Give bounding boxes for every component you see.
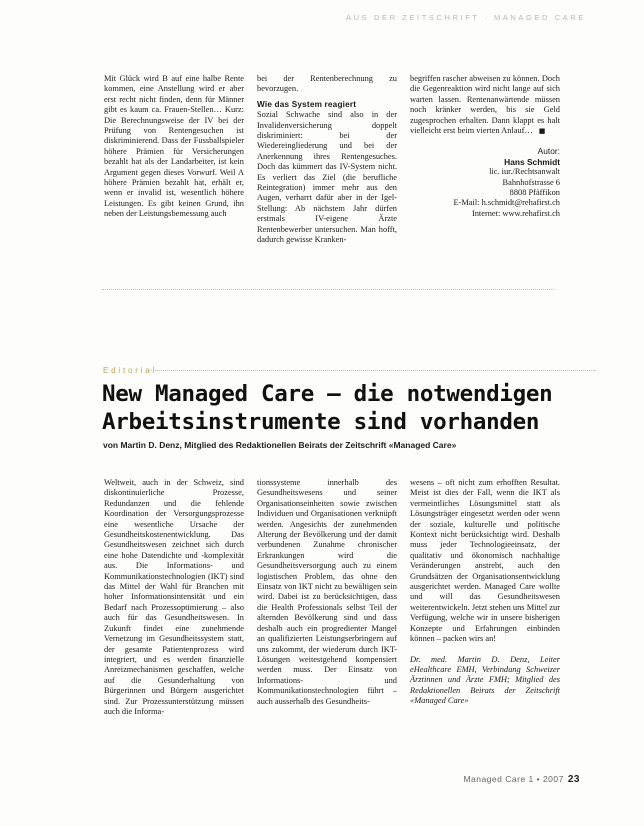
- feature-signature: Dr. med. Martin D. Denz, Leiter eHealthcare EMH, Verbindung Schweizer Ärztinnen und Ärzte FMH; Mitglied des Redaktionellen Beirats der Zeitschrift «Managed Care»: [410, 654, 560, 706]
- author-name: Hans Schmidt: [504, 156, 560, 167]
- author-line: 8808 Pfäffikon: [509, 188, 560, 198]
- section-kicker: Editorial: [103, 366, 158, 375]
- feature-col2-text: tionssysteme innerhalb des Gesundheitswesens und seiner Organisationseinheiten sowie zwischen Individuen und Organisationen verknüpft werden. Angesichts der zunehmenden Alterung der Bevölkerung und der damit verbundenen Zunahme chronischer Erkrankungen wird die Gesundheitsversorgung auch zu einem logistischen Problem, das ohne den Einsatz von IKT nicht zu bewältigen sein wird. Dabei ist zu berücksichtigen, dass die Health Professionals selbst Teil der alternden Bevölkerung sind und dass deshalb auch ein progredienter Mangel an qualifizierten Leistungserbringern auf uns zukommt, der wiederum durch IKT-Lösungen weitestgehend kompensiert werden muss. Der Einsatz von Informations- und Kommunikationstechnologien führt – auch ausserhalb des Gesundheits-: [257, 478, 397, 706]
- section-divider: [102, 289, 554, 290]
- feature-col1-text: Weltweit, auch in der Schweiz, sind diskontinuierliche Prozesse, Redundanzen und die fehlende Koordination der Versorgungsprozesse eine wesentliche Ursache der Gesundheitskostenentwicklung. Das Gesundheitswesen zeichnet sich durch eine hohe Datendichte und -komplexität aus. Die Informations- und Kommunikationstechnologien (IKT) sind das Mittel der Wahl für Branchen mit hoher Informationsintensität und ein Bedarf nach Prozessoptimierung – also auch für das Gesundheitswesen. In Zukunft findet eine zunehmende Vernetzung im Gesundheitssystem statt, der gesamte Patientenprozess wird integriert, und es werden finanzielle Anreizmechanismen geschaffen, welche auf die Gesunderhaltung von Bürgerinnen und Bürgern ausgerichtet sind. Zur Prozessunterstützung müssen auch die Informa-: [104, 478, 244, 716]
- page-footer: [463, 774, 580, 785]
- running-head: AUS DER ZEITSCHRIFT · MANAGED CARE: [346, 13, 586, 22]
- article-title: [102, 380, 602, 436]
- upper-article-col3-text: begriffen rascher abweisen zu können. Doch die Gegenreaktion wird nicht lange auf sich warten lassen. Rentenanwärtende müssen noch kränker werden, bis sie Geld zugesprochen erhalten. Dann klappt es halt vielleicht erst beim vierten Anlauf…: [410, 74, 560, 136]
- upper-article-column-2: [257, 74, 397, 246]
- author-email[interactable]: E-Mail: h.schmidt@rehafirst.ch: [453, 198, 560, 208]
- feature-col3-text: wesens – oft nicht zum erhofften Resultat. Meist ist dies der Fall, wenn die IKT als vermeintliches Lösungsmittel statt als Lösungsträger eingesetzt werden oder wenn der soziale, kulturelle und politische Kontext nicht berücksichtigt wird. Deshalb muss jeder Technologieeinsatz, der qualitativ und ökonomisch nachhaltige Veränderungen anstrebt, auch den Grundsätzen der Organisationsentwicklung ausgerichtet werden. Managed Care wollte und will das Gesundheitswesen weiterentwickeln. Jetzt stehen uns Mittel zur Verfügung, welche wir in unsere bisherigen Konzepte und Erfahrungen einbinden können – packen wirs an!: [410, 478, 560, 644]
- feature-column-1: [104, 478, 244, 717]
- footer-publication: Managed Care 1 • 2007: [463, 774, 564, 784]
- article-title-line-2: Arbeitsinstrumente sind vorhanden: [102, 409, 540, 435]
- upper-article-subhead: Wie das System reagiert: [257, 99, 357, 109]
- upper-article-col2-text: bei der Rentenberechnung zu bevorzugen.: [257, 74, 397, 94]
- author-line: lic. iur./Rechtsanwalt: [489, 167, 560, 177]
- upper-article-col1-text: Mit Glück wird B auf eine halbe Rente kommen, eine Anstellung wird er aber erst recht nicht finden, denn für Männer gibt es kaum ca. Frauen-Stellen… Kurz: Die Berechnungsweise der IV bei der Prüfung von Rentengesuchen ist diskriminierend. Dass der Fussballspieler höhere Prämien für Versicherungen bezahlt hat als der Landarbeiter, ist kein Argument gegen dieses Vorwurf. Weil A höhere Prämien bezahlt hat, erhält er, wenn er invalid ist, wesentlich höhere Leistungen. Es gibt keinen Grund, ihn neben der Leistungsbemessung auch: [104, 74, 244, 219]
- upper-article-column-1: [104, 74, 244, 220]
- upper-article-column-3: [410, 74, 560, 219]
- article-title-line-1: New Managed Care – die notwendigen: [102, 381, 553, 407]
- article-byline: von Martin D. Denz, Mitglied des Redaktionellen Beirats der Zeitschrift «Managed Care»: [103, 440, 457, 450]
- author-block: [410, 146, 560, 219]
- author-website[interactable]: Internet: www.rehafirst.ch: [471, 208, 560, 218]
- author-line: Bahnhofstrasse 6: [502, 177, 560, 187]
- kicker-rule: [148, 370, 596, 371]
- feature-column-3: [410, 478, 560, 707]
- author-label: Autor:: [537, 146, 560, 157]
- page-number: 23: [567, 774, 580, 785]
- end-square-icon: ■: [538, 127, 546, 136]
- feature-column-2: [257, 478, 397, 707]
- upper-article-col2-body: Sozial Schwache sind also in der Invalidenversicherung doppelt diskriminiert: bei der Wiedereingliederung und bei der Anerkennung ihres Rentengesuches. Doch das kümmert das IV-System nicht. Es verliert das Ziel (die berufliche Reintegration) immer mehr aus den Augen, verharrt dafür aber in der Igel-Stellung: Ab nächstem Jahr dürfen erstmals IV-eigene Ärzte Rentenbewerber untersuchen. Man hofft, dadurch gewisse Kranken-: [257, 110, 397, 245]
